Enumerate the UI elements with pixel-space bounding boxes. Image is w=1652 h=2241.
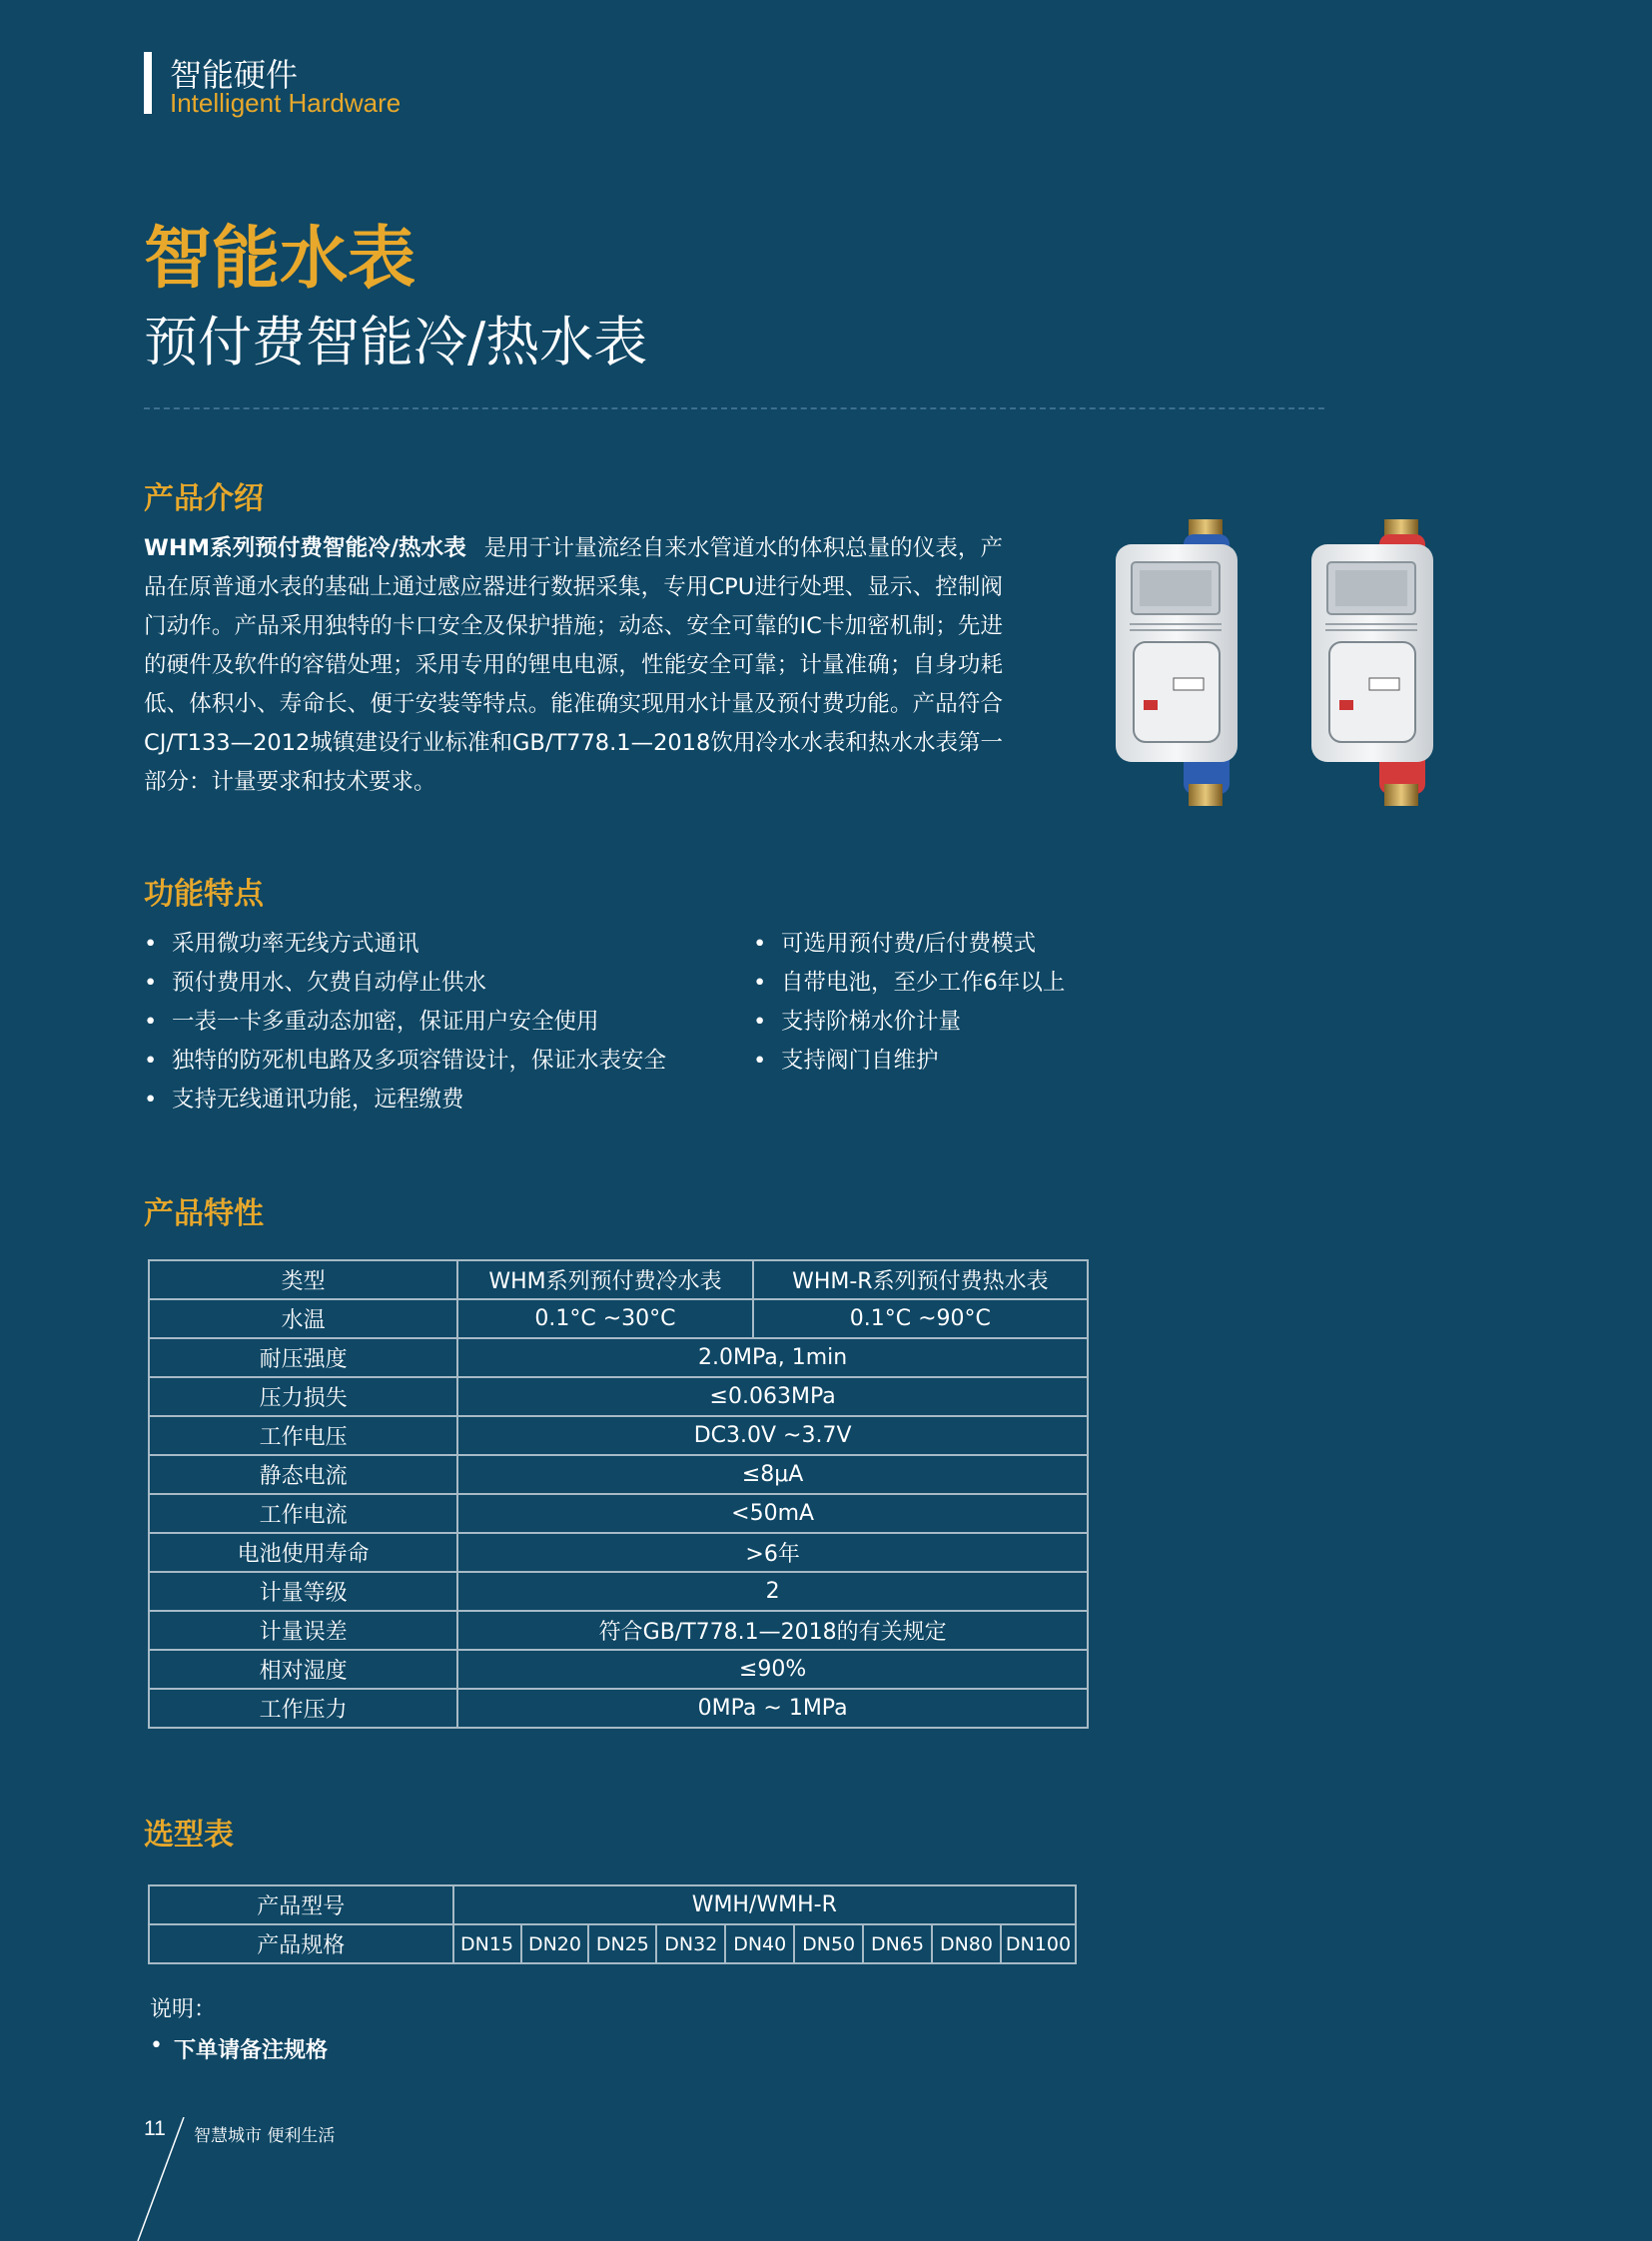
table-row [149, 1377, 1088, 1416]
table-cell: 计量等级 [149, 1572, 457, 1611]
table-row [149, 1494, 1088, 1533]
features-right [753, 925, 1065, 1081]
note-item [150, 2033, 328, 2064]
table-row [149, 1885, 1076, 1924]
table-cell: 2.0MPa, 1min [457, 1338, 1088, 1377]
feature-item: • 自带电池，至少工作6年以上 [753, 964, 1065, 1003]
table-row [149, 1455, 1088, 1494]
intro-body: 是用于计量流经自来水管道水的体积总量的仪表，产品在原普通水表的基础上通过感应器进行数据采集，专用CPU进行处理、显示、控制阀门动作。产品采用独特的卡口安全及保护措施；动态、安全可靠的IC卡加密机制；先进的硬件及软件的容错处理；采用专用的锂电电源，性能安全可靠；计量准确；自身功耗低、体积小、寿命长、便于安装等特点。能准确实现用水计量及预付费功能。产品符合CJ/T133—2012城镇建设行业标准和GB/T778.1—2018饮用冷水水表和热水水表第一部分：计量要求和技术要求。 [144, 535, 1003, 795]
page-title: 智能水表 [144, 220, 416, 299]
hot-water-meter-icon [1311, 519, 1433, 806]
table-row [149, 1924, 1076, 1963]
spec-table [148, 1259, 1089, 1729]
table-cell: DN32 [656, 1924, 725, 1963]
table-cell: >6年 [457, 1533, 1088, 1572]
table-cell: 0MPa ~ 1MPa [457, 1689, 1088, 1728]
table-cell: ≤0.063MPa [457, 1377, 1088, 1416]
table-cell: 0.1°C ~30°C [457, 1299, 752, 1338]
table-cell: 电池使用寿命 [149, 1533, 457, 1572]
table-cell: 水温 [149, 1299, 457, 1338]
feature-item: • 支持阀门自维护 [753, 1042, 1065, 1081]
feature-item: • 支持阶梯水价计量 [753, 1003, 1065, 1042]
table-cell: 工作电压 [149, 1416, 457, 1455]
table-cell: 类型 [149, 1260, 457, 1299]
table-row [149, 1299, 1088, 1338]
table-cell: DN25 [588, 1924, 656, 1963]
table-row [149, 1650, 1088, 1689]
bullet-icon: • [150, 2033, 163, 2058]
table-cell: <50mA [457, 1494, 1088, 1533]
cold-water-meter-icon [1116, 519, 1238, 806]
intro-heading: 产品介绍 [144, 481, 264, 516]
specs-heading: 产品特性 [144, 1196, 264, 1231]
table-cell: DN50 [794, 1924, 863, 1963]
table-cell: 符合GB/T778.1—2018的有关规定 [457, 1611, 1088, 1650]
divider [144, 407, 1324, 409]
features-heading: 功能特点 [144, 877, 264, 912]
table-cell: 计量误差 [149, 1611, 457, 1650]
features-left [144, 925, 666, 1120]
table-cell: DN80 [932, 1924, 1001, 1963]
table-row [149, 1260, 1088, 1299]
table-cell: 静态电流 [149, 1455, 457, 1494]
footer-slash-icon [130, 2117, 190, 2241]
table-cell: WMH/WMH-R [453, 1885, 1076, 1924]
table-cell: DC3.0V ~3.7V [457, 1416, 1088, 1455]
note-text: 下单请备注规格 [174, 2038, 329, 2063]
table-cell: WHM-R系列预付费热水表 [753, 1260, 1088, 1299]
intro-paragraph [144, 529, 1003, 802]
feature-item: • 采用微功率无线方式通讯 [144, 925, 666, 964]
page-number: 11 [144, 2117, 166, 2140]
table-cell: 产品规格 [149, 1924, 453, 1963]
table-row [149, 1533, 1088, 1572]
water-meter-image [1104, 514, 1503, 814]
table-row [149, 1611, 1088, 1650]
table-cell: 压力损失 [149, 1377, 457, 1416]
table-cell: 产品型号 [149, 1885, 453, 1924]
footer-slogan: 智慧城市 便利生活 [194, 2126, 336, 2146]
selection-table [148, 1884, 1077, 1964]
table-cell: ≤90% [457, 1650, 1088, 1689]
feature-item: • 独特的防死机电路及多项容错设计，保证水表安全 [144, 1042, 666, 1081]
feature-item: • 预付费用水、欠费自动停止供水 [144, 964, 666, 1003]
note-label: 说明： [150, 1997, 217, 2022]
section-title-en: Intelligent Hardware [170, 88, 402, 118]
feature-item: • 一表一卡多重动态加密，保证用户安全使用 [144, 1003, 666, 1042]
table-row [149, 1572, 1088, 1611]
section-bar [144, 52, 152, 114]
table-cell: DN100 [1001, 1924, 1076, 1963]
table-cell: 工作电流 [149, 1494, 457, 1533]
feature-item: • 支持无线通讯功能，远程缴费 [144, 1081, 666, 1120]
table-cell: WHM系列预付费冷水表 [457, 1260, 752, 1299]
page-subtitle: 预付费智能冷/热水表 [144, 311, 648, 374]
table-row [149, 1689, 1088, 1728]
table-cell: DN65 [863, 1924, 932, 1963]
table-cell: DN40 [725, 1924, 794, 1963]
feature-item: • 可选用预付费/后付费模式 [753, 925, 1065, 964]
table-cell: 耐压强度 [149, 1338, 457, 1377]
table-cell: 工作压力 [149, 1689, 457, 1728]
table-cell: 2 [457, 1572, 1088, 1611]
intro-lead: WHM系列预付费智能冷/热水表 [144, 535, 466, 561]
table-cell: ≤8μA [457, 1455, 1088, 1494]
table-row [149, 1416, 1088, 1455]
table-cell: 0.1°C ~90°C [753, 1299, 1088, 1338]
table-cell: DN15 [453, 1924, 521, 1963]
table-row [149, 1338, 1088, 1377]
selection-heading: 选型表 [144, 1818, 234, 1853]
table-cell: DN20 [521, 1924, 589, 1963]
section-title-cn: 智能硬件 [170, 56, 299, 94]
table-cell: 相对湿度 [149, 1650, 457, 1689]
